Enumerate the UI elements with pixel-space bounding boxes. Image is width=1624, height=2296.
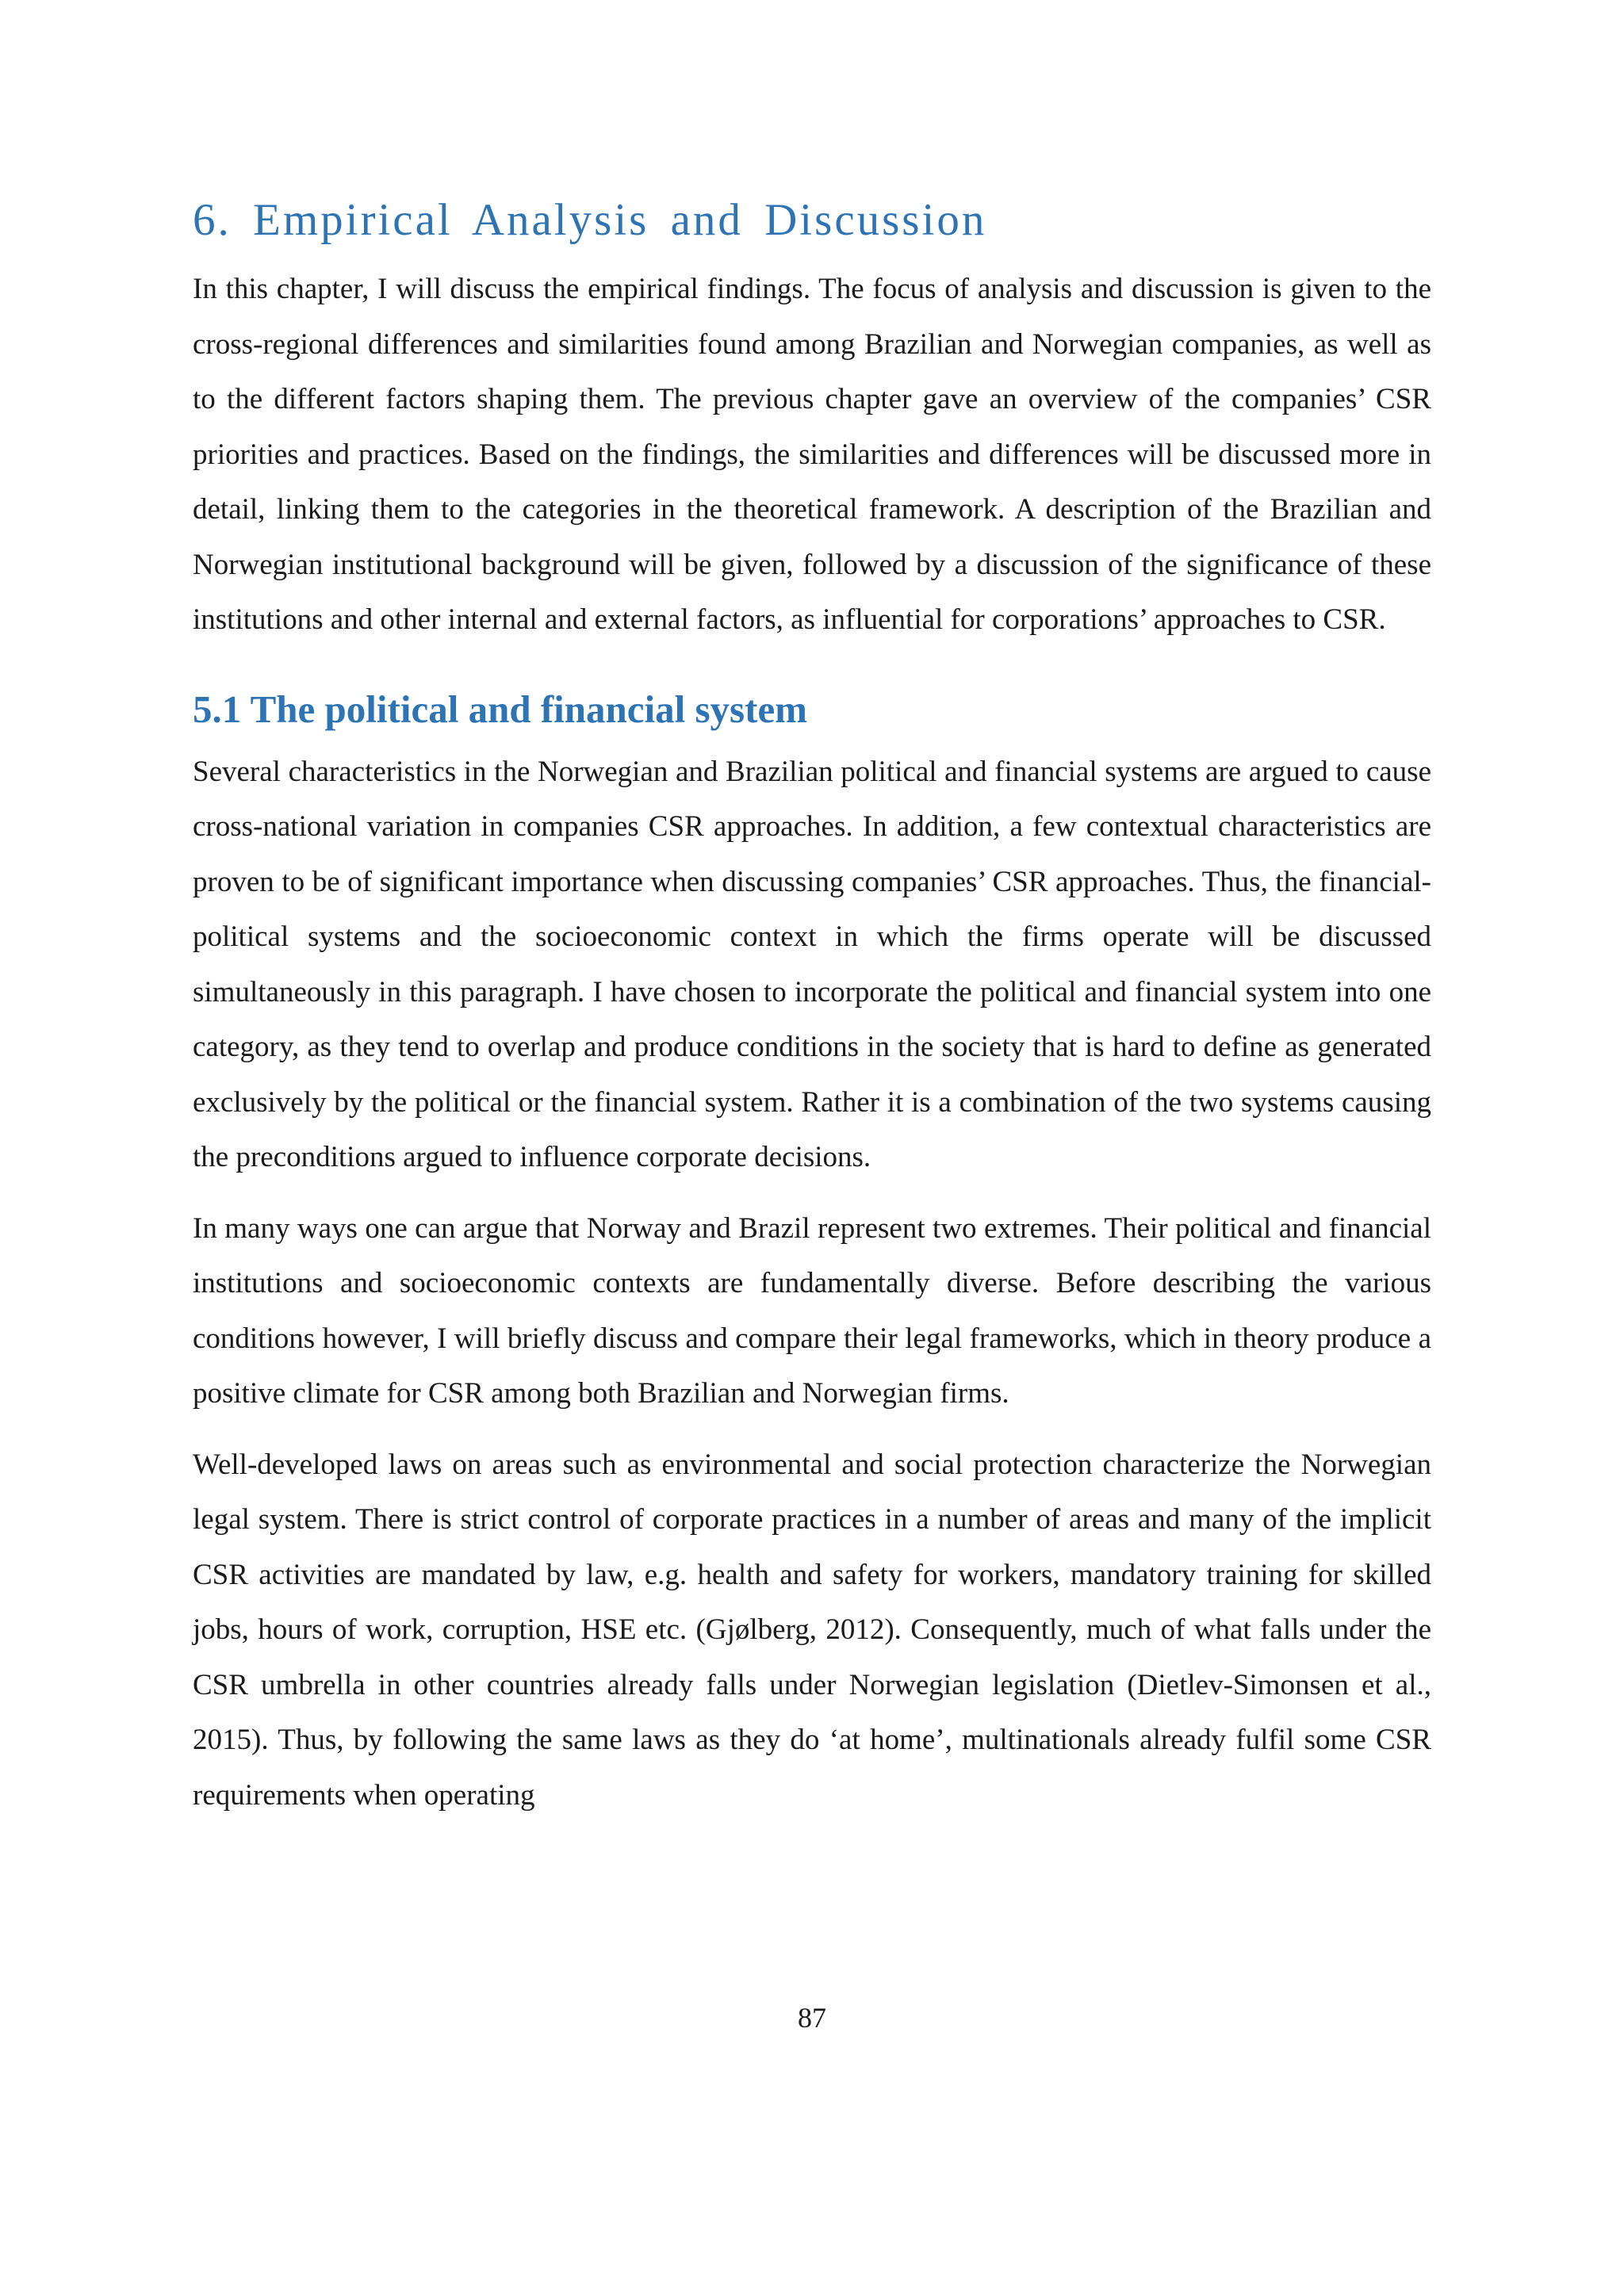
page-content bbox=[193, 187, 1431, 1839]
chapter-title: 6. Empirical Analysis and Discussion bbox=[193, 195, 987, 245]
section-paragraph-1: Several characteristics in the Norwegian and Brazilian political and financial systems are argued to cause cross-national variation in companies CSR approaches. In addition, a few contextual characteristics are proven to be of significant importance when discussing companies’ CSR approaches. Thus, the financial-political systems and the socioeconomic context in which the firms operate will be discussed simultaneously in this paragraph. I have chosen to incorporate the political and financial system into one category, as they tend to overlap and produce conditions in the society that is hard to define as generated exclusively by the political or the financial system. Rather it is a combination of the two systems causing the preconditions argued to influence corporate decisions. bbox=[193, 755, 1431, 1173]
section-paragraph-3: Well-developed laws on areas such as environmental and social protection characterize the Norwegian legal system. There is strict control of corporate practices in a number of areas and many of the implicit CSR activities are mandated by law, e.g. health and safety for workers, mandatory training for skilled jobs, hours of work, corruption, HSE etc. (Gjølberg, 2012). Consequently, much of what falls under the CSR umbrella in other countries already falls under Norwegian legislation (Dietlev-Simonsen et al., 2015). Thus, by following the same laws as they do ‘at home’, multinationals already fulfil some CSR requirements when operating bbox=[193, 1448, 1431, 1812]
section-paragraph-2: In many ways one can argue that Norway and Brazil represent two extremes. Their political and financial institutions and socioeconomic contexts are fundamentally diverse. Before describing the various conditions however, I will briefly discuss and compare their legal frameworks, which in theory produce a positive climate for CSR among both Brazilian and Norwegian firms. bbox=[193, 1211, 1431, 1410]
chapter-intro-paragraph: In this chapter, I will discuss the empirical findings. The focus of analysis and discussion is given to the cross-regional differences and similarities found among Brazilian and Norwegian companies, as well as to the different factors shaping them. The previous chapter gave an overview of the companies’ CSR priorities and practices. Based on the findings, the similarities and differences will be discussed more in detail, linking them to the categories in the theoretical framework. A description of the Brazilian and Norwegian institutional background will be given, followed by a discussion of the significance of these institutions and other internal and external factors, as influential for corporations’ approaches to CSR. bbox=[193, 273, 1431, 636]
section-title: 5.1 The political and financial system bbox=[193, 687, 808, 731]
page-number: 87 bbox=[798, 2002, 826, 2034]
